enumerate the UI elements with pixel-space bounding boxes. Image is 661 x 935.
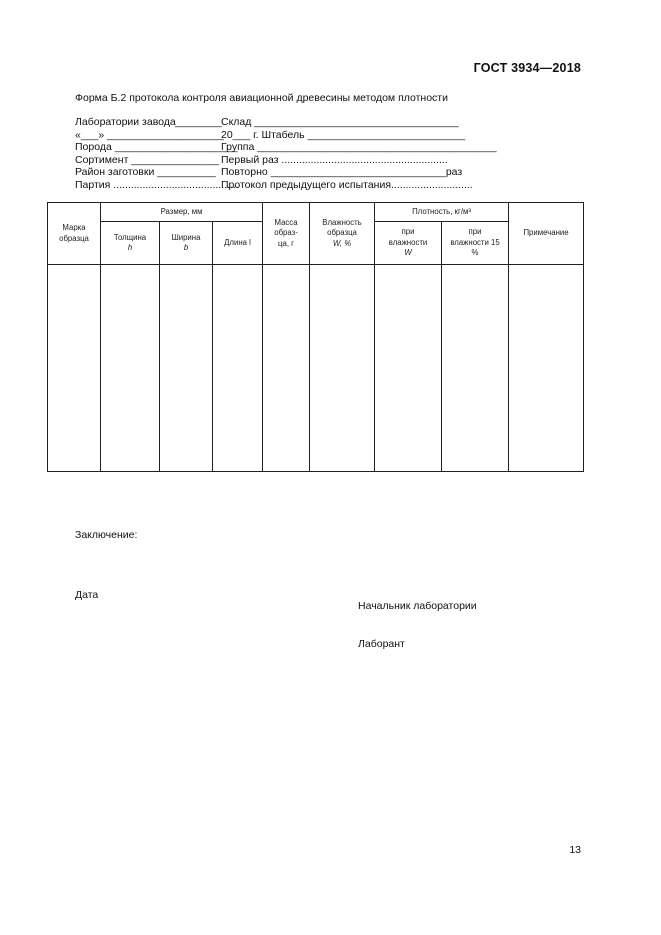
header-fields [75, 116, 495, 196]
table-cell [160, 265, 213, 472]
density-w-symbol: W [404, 248, 412, 258]
col-width-header [160, 222, 213, 265]
density-group-header: Плотность, кг/м³ [375, 203, 509, 222]
batch-field: Партия ........................................... [75, 179, 239, 191]
size-group-header: Размер, мм [101, 203, 263, 222]
region-field: Район заготовки __________ [75, 166, 216, 179]
page-number: 13 [569, 844, 581, 856]
thickness-symbol: h [127, 243, 133, 252]
table-cell [101, 265, 160, 472]
table-cell [48, 265, 101, 472]
lab-line: ________ [175, 116, 222, 128]
col-note-header: Примечание [509, 203, 584, 265]
table-cell [263, 265, 310, 472]
table-cell [442, 265, 509, 472]
protocol-table [47, 202, 584, 472]
lab-label: Лаборатории завода [75, 116, 176, 128]
table-cell [509, 265, 584, 472]
date-line: ____________________ [107, 128, 224, 141]
assortment-field: Сортимент _______________ [75, 153, 219, 166]
col-density-15-header: при влажности 15 % [442, 222, 509, 265]
year-stack-field: 20___ г. Штабель ___________________________ [221, 128, 466, 141]
moisture-symbol: W, % [332, 238, 352, 248]
col-length-header: Длина l [213, 222, 263, 265]
col-density-w-header [375, 222, 442, 265]
thickness-label: Толщина [113, 232, 147, 242]
col-mass-header: Масса образ-ца, г [263, 203, 310, 265]
table-cell [213, 265, 263, 472]
col-thickness-header [101, 222, 160, 265]
group-field: Группа _________________________________________ [221, 141, 497, 154]
repeat-field: Повторно ______________________________раз [221, 166, 463, 179]
standard-number: ГОСТ 3934—2018 [473, 61, 581, 75]
chief-signature-label: Начальник лаборатории [358, 600, 477, 612]
species-field: Порода _____________________ [75, 141, 238, 154]
col-mark-header: Марка образца [48, 203, 101, 265]
width-label: Ширина [171, 232, 201, 242]
width-symbol: b [183, 243, 189, 252]
form-title: Форма Б.2 протокола контроля авиационной древесины методом плотности [75, 92, 448, 104]
first-time-field: Первый раз ......................................................... [221, 153, 448, 166]
table-cell [310, 265, 375, 472]
date-label: Дата [75, 589, 99, 601]
prev-protocol-field: Протокол предыдущего испытания............................ [221, 179, 473, 191]
moisture-label: Влажность образца [322, 217, 362, 238]
date-quote: «___» [75, 128, 105, 141]
col-moisture-header [310, 203, 375, 265]
density-w-label: при влажности [388, 227, 428, 247]
table-cell [375, 265, 442, 472]
lab-assistant-label: Лаборант [358, 638, 405, 650]
conclusion-label: Заключение: [75, 529, 138, 541]
warehouse-field: Склад ___________________________________ [221, 116, 459, 128]
